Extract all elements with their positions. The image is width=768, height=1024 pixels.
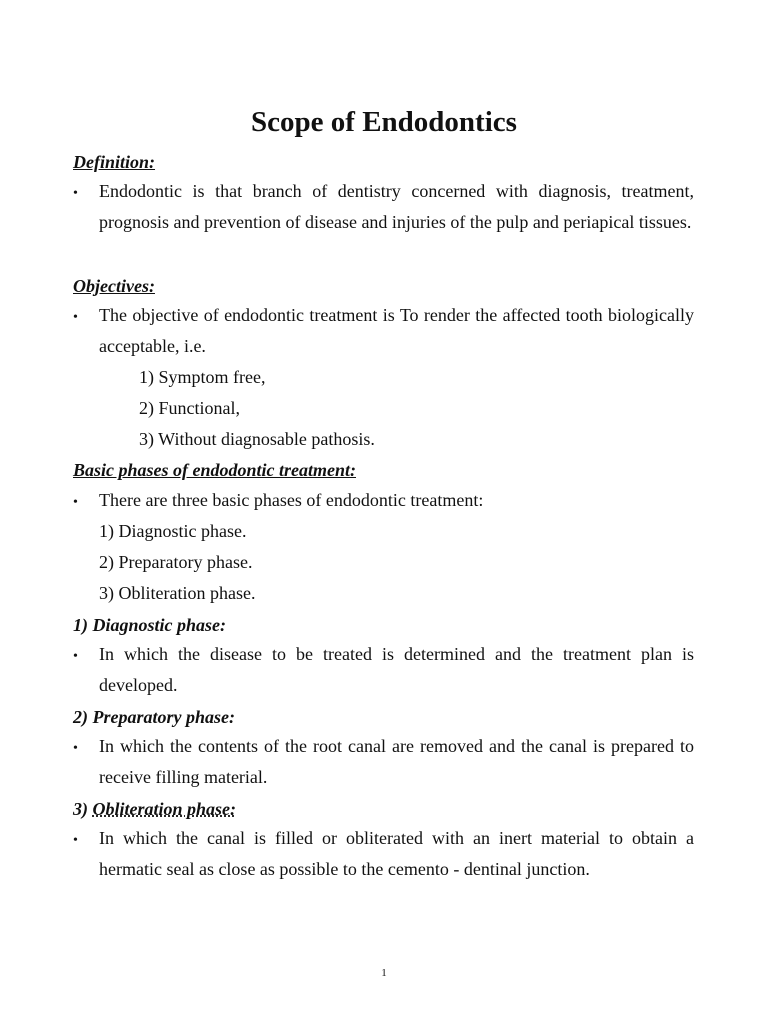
obliteration-phase-text: In which the canal is filled or obliterated with an inert material to obtain a hermatic seal as close as possible to the cemento - dentinal junction. <box>99 828 694 879</box>
definition-text: Endodontic is that branch of dentistry concerned with diagnosis, treatment, prognosis and prevention of disease and injuries of the pulp and periapical tissues. <box>99 181 694 232</box>
phase-list-item: 3) Obliteration phase. <box>99 583 256 603</box>
obliteration-phase-heading <box>73 798 236 820</box>
bullet-marker: • <box>73 741 78 756</box>
objective-item: 3) Without diagnosable pathosis. <box>139 429 375 449</box>
heading-number: 2) <box>73 707 88 727</box>
page-number: 1 <box>381 967 387 979</box>
heading-number: 1) <box>73 615 88 635</box>
phase-list-item: 2) Preparatory phase. <box>99 552 253 572</box>
bullet-marker: • <box>73 310 78 325</box>
basic-phases-text: There are three basic phases of endodontic treatment: <box>99 490 484 510</box>
bullet-marker: • <box>73 833 78 848</box>
heading-text: Obliteration phase: <box>92 799 237 819</box>
page-title: Scope of Endodontics <box>251 106 517 138</box>
bullet-marker: • <box>73 649 78 664</box>
objective-item: 1) Symptom free, <box>139 367 266 387</box>
preparatory-phase-text: In which the contents of the root canal are removed and the canal is prepared to receive filling material. <box>99 736 694 787</box>
objectives-text: The objective of endodontic treatment is To render the affected tooth biologically acceptable, i.e. <box>99 305 694 356</box>
definition-heading: Definition: <box>73 152 156 172</box>
phase-list-item: 1) Diagnostic phase. <box>99 521 247 541</box>
preparatory-phase-heading <box>73 706 235 728</box>
objective-item: 2) Functional, <box>139 398 240 418</box>
heading-text: Diagnostic phase: <box>92 615 227 635</box>
heading-number: 3) <box>73 799 88 819</box>
basic-phases-heading: Basic phases of endodontic treatment: <box>73 460 356 480</box>
heading-text: Preparatory phase: <box>92 707 235 727</box>
bullet-marker: • <box>73 495 78 510</box>
diagnostic-phase-text: In which the disease to be treated is determined and the treatment plan is developed. <box>99 644 694 695</box>
diagnostic-phase-heading <box>73 614 226 636</box>
bullet-marker: • <box>73 186 78 201</box>
objectives-heading: Objectives: <box>73 276 155 296</box>
